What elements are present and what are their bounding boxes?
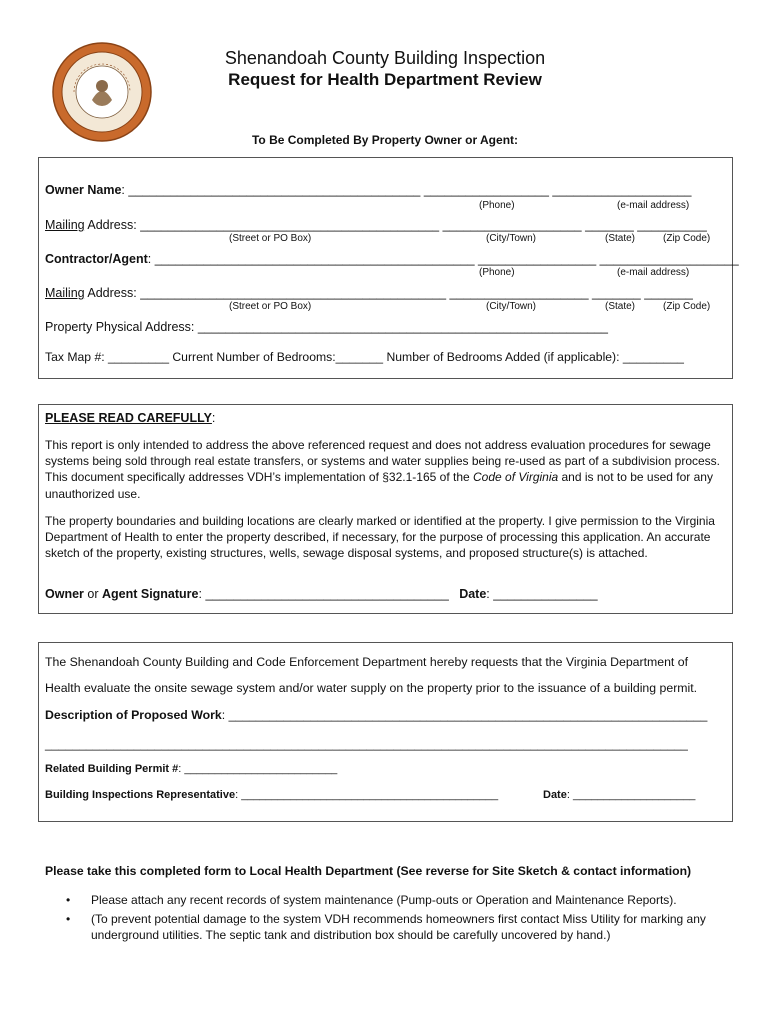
owner-street-caption: (Street or PO Box) xyxy=(229,233,312,244)
owner-state-caption: (State) xyxy=(605,233,636,244)
owner-mailing-row xyxy=(45,218,707,232)
notice-paragraph-2: The property boundaries and building locations are clearly marked or identified at the property. I give permission to the Virginia Department of Health to enter the property described, if necessary, for the purpose of processing this application. An accurate sketch of the property, existing structures, wells, sewage disposal systems, and proposed structure(s) is attached. xyxy=(45,514,715,561)
property-address-field[interactable]: Property Physical Address: ___________________________________________________________ xyxy=(45,320,609,334)
representative-label: Building Inspections Representative xyxy=(45,789,236,801)
owner-name-row xyxy=(45,183,691,197)
contractor-row xyxy=(45,252,739,266)
form-instruction: To Be Completed By Property Owner or Agent: xyxy=(251,133,519,147)
dept-request-line-2: Health evaluate the onsite sewage system and/or water supply on the property prior to the issuance of a building permit. xyxy=(45,681,698,695)
contractor-field[interactable]: : ______________________________________________ _________________ ____________________ xyxy=(147,252,739,266)
owner-city-caption: (City/Town) xyxy=(486,233,537,244)
dept-date-row xyxy=(543,789,695,801)
representative-row xyxy=(45,789,498,801)
notice-heading-row xyxy=(45,411,215,425)
contractor-phone-caption: (Phone) xyxy=(479,267,515,278)
dept-request-line-1: The Shenandoah County Building and Code Enforcement Department hereby requests that the Virginia Department of xyxy=(45,655,689,669)
sig-date-label: Date xyxy=(459,587,487,601)
owner-mailing-label: Mailing xyxy=(45,218,85,232)
owner-name-field[interactable]: : __________________________________________ __________________ ____________________ xyxy=(121,183,692,197)
contractor-mailing-field[interactable]: Address: ____________________________________________ ____________________ _______ _______ xyxy=(84,286,693,300)
list-item xyxy=(66,892,726,908)
notice-heading-colon: : xyxy=(211,411,216,425)
contractor-mailing-label: Mailing xyxy=(45,286,85,300)
permit-row xyxy=(45,763,337,775)
list-item-text: Please attach any recent records of system maintenance (Pump-outs or Operation and Maintenance Reports). xyxy=(91,893,677,907)
instructions-list xyxy=(66,892,726,946)
code-of-virginia: Code of Virginia xyxy=(473,470,559,485)
permit-field[interactable]: : _________________________ xyxy=(178,763,338,775)
notice-paragraph-1 xyxy=(45,437,725,502)
list-item xyxy=(66,911,726,943)
notice-section xyxy=(38,404,733,614)
contractor-street-caption: (Street or PO Box) xyxy=(229,301,312,312)
contractor-state-caption: (State) xyxy=(605,301,636,312)
work-description-field-2[interactable]: ______________________________________________________________________________________________ xyxy=(45,737,688,751)
contractor-mailing-row xyxy=(45,286,693,300)
sig-agent-label: Agent Signature xyxy=(101,587,199,601)
sig-owner-label: Owner xyxy=(45,587,84,601)
notice-paragraph-1-end: and is not to be used for any unauthorized use. xyxy=(45,470,713,501)
contractor-zip-caption: (Zip Code) xyxy=(663,301,711,312)
signature-field[interactable]: : ___________________________________ xyxy=(198,587,449,601)
notice-heading: PLEASE READ CAREFULLY xyxy=(45,411,212,425)
list-item-text: (To prevent potential damage to the system VDH recommends homeowners first contact Miss Utility for marking any underground utilities. The septic tank and distribution box should be carefully uncovered by hand.) xyxy=(91,912,706,942)
contractor-city-caption: (City/Town) xyxy=(486,301,537,312)
sig-date-field[interactable]: : _______________ xyxy=(486,587,598,601)
representative-field[interactable]: : __________________________________________ xyxy=(235,789,499,801)
sig-or: or xyxy=(83,587,102,601)
owner-email-caption: (e-mail address) xyxy=(617,200,690,211)
form-title: Shenandoah County Building Inspection xyxy=(224,48,546,68)
owner-phone-caption: (Phone) xyxy=(479,200,515,211)
footer-heading: Please take this completed form to Local Health Department (See reverse for Site Sketch & contact information) xyxy=(45,864,692,878)
dept-date-label: Date xyxy=(543,789,567,801)
work-description-label: Description of Proposed Work xyxy=(45,708,222,722)
work-description-field[interactable]: : ______________________________________________________________________ xyxy=(221,708,708,722)
signature-row xyxy=(45,587,598,601)
dept-date-field[interactable]: : ____________________ xyxy=(566,789,696,801)
form-subtitle: Request for Health Department Review xyxy=(228,70,542,89)
contractor-email-caption: (e-mail address) xyxy=(617,267,690,278)
notice-paragraph-1-text: This report is only intended to address the above referenced request and does not address evaluation procedures for sewage systems being sold through real estate transfers, or systems and water supplies being re-used as part of a subdivision process. This document specifically addresses VDH’s implementation of §32.1-165 of the xyxy=(45,438,721,485)
permit-label: Related Building Permit # xyxy=(45,763,179,775)
owner-zip-caption: (Zip Code) xyxy=(663,233,711,244)
bullet-icon: • xyxy=(66,912,71,926)
bullet-icon: • xyxy=(66,893,71,907)
owner-name-label: Owner Name xyxy=(45,183,122,197)
work-description-row xyxy=(45,708,707,722)
tax-map-bedrooms-row[interactable]: Tax Map #: _________ Current Number of Bedrooms:_______ Number of Bedrooms Added (if applicable): _________ xyxy=(45,350,684,364)
owner-mailing-field[interactable]: Address: ___________________________________________ ____________________ _______ __________ xyxy=(84,218,707,232)
contractor-label: Contractor/Agent xyxy=(45,252,148,266)
